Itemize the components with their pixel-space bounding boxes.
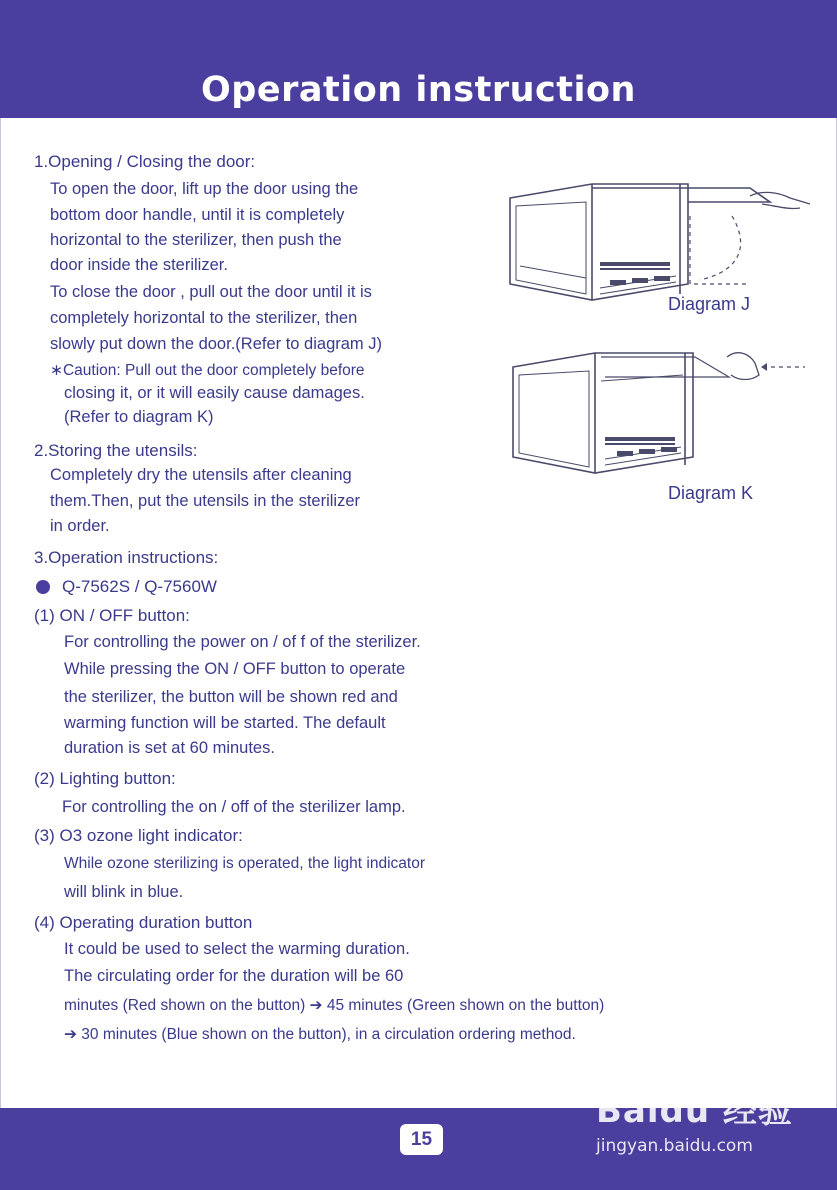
section2-line: Completely dry the utensils after cleaning: [50, 466, 352, 484]
watermark-logo: Baidu 经验: [596, 1091, 793, 1131]
section1-line: bottom door handle, until it is completely: [50, 206, 345, 224]
item4-title: (4) Operating duration button: [34, 913, 253, 932]
section2-line: them.Then, put the utensils in the sterilizer: [50, 492, 360, 510]
section1-line: door inside the sterilizer.: [50, 256, 228, 274]
item1-line: While pressing the ON / OFF button to operate: [64, 660, 406, 678]
section2-heading: 2.Storing the utensils:: [34, 441, 198, 460]
item4-line: minutes (Red shown on the button) ➔ 45 minutes (Green shown on the button): [64, 997, 605, 1014]
caution-line: ∗Caution: Pull out the door completely before: [50, 362, 365, 379]
item4-line: The circulating order for the duration will be 60: [64, 967, 404, 985]
item4-line: It could be used to select the warming duration.: [64, 940, 410, 958]
diagram-k-illustration: [505, 345, 815, 485]
section1-line: To open the door, lift up the door using the: [50, 180, 359, 198]
item1-line: warming function will be started. The default: [64, 714, 386, 732]
bullet-icon: [36, 580, 50, 594]
header-bar: [0, 0, 837, 118]
item3-line: will blink in blue.: [64, 883, 184, 901]
page-title: Operation instruction: [201, 70, 636, 110]
diagram-j-label: Diagram J: [668, 294, 751, 314]
section1-line: completely horizontal to the sterilizer, then: [50, 309, 358, 327]
item1-line: the sterilizer, the button will be shown red and: [64, 688, 398, 706]
section1-line: horizontal to the sterilizer, then push the: [50, 231, 342, 249]
item1-title: (1) ON / OFF button:: [34, 606, 190, 625]
section1-line: slowly put down the door.(Refer to diagram J): [50, 335, 382, 353]
diagram-k-label: Diagram K: [668, 483, 754, 503]
item1-line: For controlling the power on / of f of the sterilizer.: [64, 633, 421, 651]
diagram-j-illustration: [500, 176, 820, 306]
model-name: Q-7562S / Q-7560W: [62, 577, 217, 596]
caution-line: closing it, or it will easily cause damages.: [64, 384, 365, 402]
section1-line: To close the door , pull out the door until it is: [50, 283, 372, 301]
baidu-watermark: [596, 1083, 796, 1156]
item2-title: (2) Lighting button:: [34, 769, 176, 788]
item1-line: duration is set at 60 minutes.: [64, 739, 275, 757]
section2-line: in order.: [50, 517, 110, 535]
item3-title: (3) O3 ozone light indicator:: [34, 826, 243, 845]
section1-heading: 1.Opening / Closing the door:: [34, 152, 256, 171]
page-number: 15: [400, 1124, 443, 1155]
item2-line: For controlling the on / off of the sterilizer lamp.: [62, 798, 406, 816]
item4-line: ➔ 30 minutes (Blue shown on the button), in a circulation ordering method.: [64, 1026, 576, 1043]
watermark-url: jingyan.baidu.com: [596, 1136, 753, 1156]
item3-line: While ozone sterilizing is operated, the light indicator: [64, 855, 425, 872]
caution-line: (Refer to diagram K): [64, 408, 214, 426]
section3-heading: 3.Operation instructions:: [34, 548, 219, 567]
